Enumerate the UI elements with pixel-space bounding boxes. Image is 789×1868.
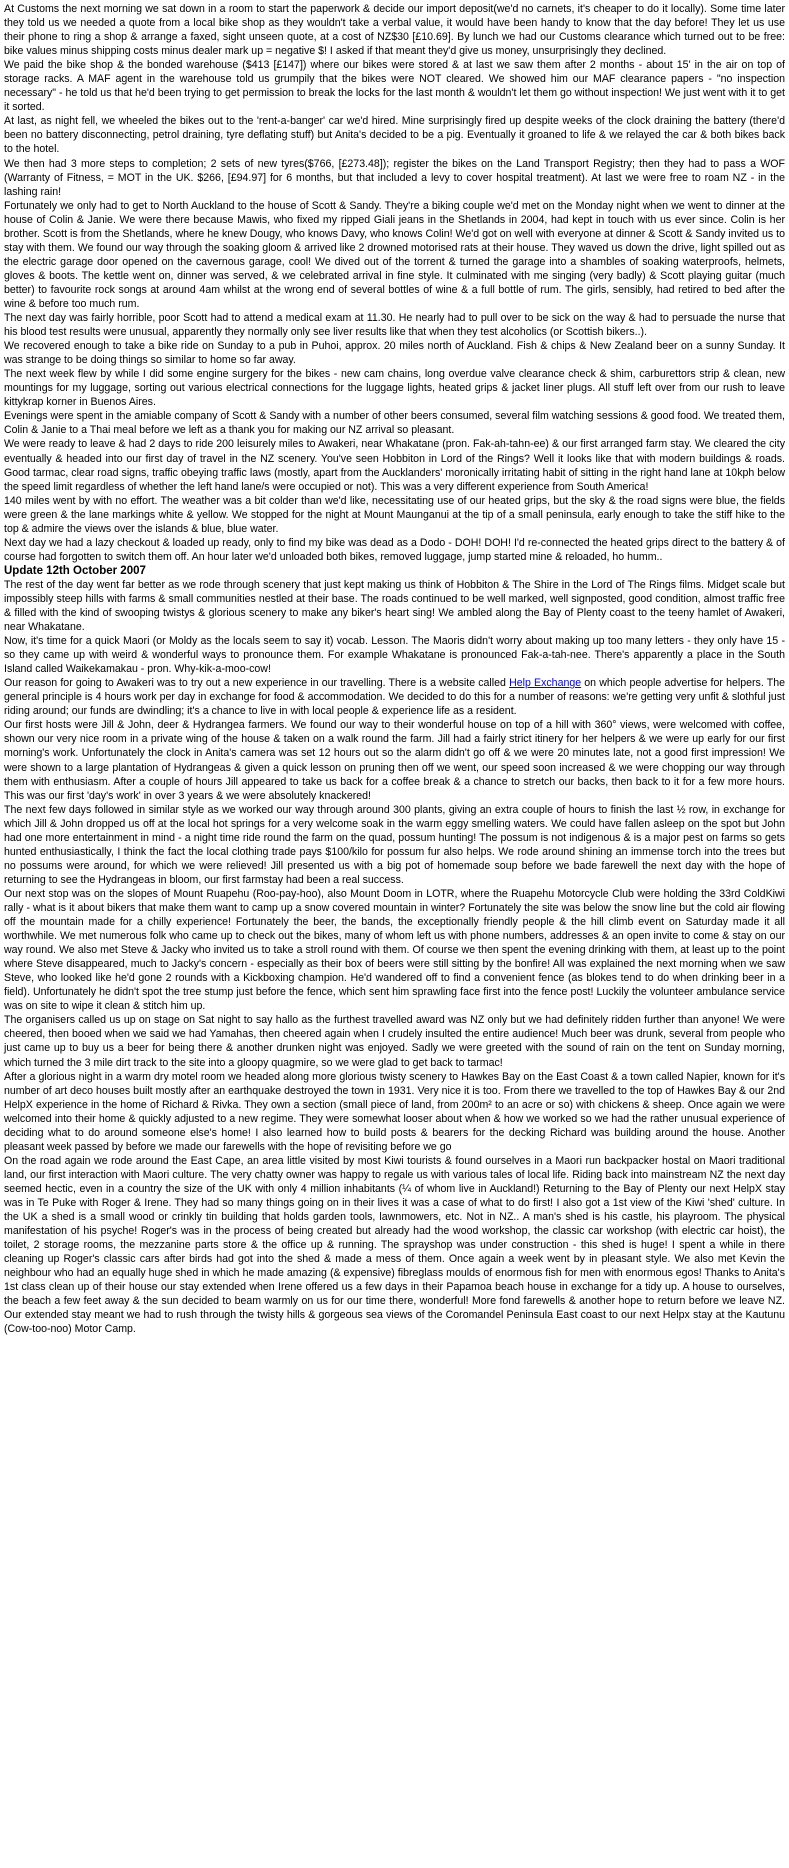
paragraph: 140 miles went by with no effort. The weather was a bit colder than we'd like, necessitating use of our heated grips, but the sky & the road signs were blue, the fields were green & the lane markings white & yellow. We stopped for the night at Mount Maunganui at the tip of a small peninsula, early enough to take the stiff hike to the top & admire the views over the islands & blue, blue water. — [4, 494, 785, 535]
paragraph: Our next stop was on the slopes of Mount Ruapehu (Roo-pay-hoo), also Mount Doom in LOTR, where the Ruapehu Motorcycle Club were holding the 33rd ColdKiwi rally - what is it about bikers that make them want to camp up a snow covered mountain in winter? Fortunately the site was below the snow line but the cold air flowing off the mountain made for a chilly experience! Fortunately the beer, the bands, the exceptionally friendly people & the hill climb event on Saturday made it all worthwhile. We met numerous folk who came up to check out the bikes, many of whom left us with phone numbers, addresses & an open invite to come & stay on our way round. We also met Steve & Jacky who invited us to take a stroll round with them. Of course we then spent the evening drinking with them, at least up to the point where Steve disappeared, much to Jacky's concern - especially as their box of beers were still sitting by the bonfire! All was explained the next morning when we saw Steve, who looked like he'd gone 2 rounds with a Kickboxing champion. He'd wandered off to find a convenient fence (as blokes tend to do when drinking beer in a field). Unfortunately he didn't spot the tree stump just before the fence, which sent him sprawling face first into the fence post! Luckily the volunteer ambulance service was on site to wipe it clean & stitch him up. — [4, 887, 785, 1013]
paragraph: The next few days followed in similar style as we worked our way through around 300 plants, giving an extra couple of hours to finish the last ½ row, in exchange for which Jill & John dropped us off at the local hot springs for a very welcome soak in the warm eggy smelling waters. We could have fallen asleep on the spot but John had one more entertainment in mind - a night time ride round the farm on the quad, possum hunting! The possum is not indigenous & is a major pest on farms so gets hunted enthusiastically, I think the fact the local clothing trade pays $100/kilo for possum fur also helps. We rode around shining an immense torch into the trees but no possums were around, for which we were relieved! Jill presented us with a big pot of homemade soup before we bade farewell the next day with the hope of returning to see the Hydrangeas in bloom, our first farmstay had been a real success. — [4, 803, 785, 886]
paragraph: The rest of the day went far better as we rode through scenery that just kept making us think of Hobbiton & The Shire in the Lord of The Rings films. Midget scale but impossibly steep hills with farms & small communities nestled at their base. The roads continued to be well marked, well signposted, good condition, almost traffic free & filled with the kind of swooping twistys & glorious scenery to make any biker's heart sing! We ambled along the Bay of Plenty coast to the teeny hamlet of Awakeri, near Whakatane. — [4, 578, 785, 634]
paragraph-help-exchange — [4, 676, 785, 718]
paragraph: The next week flew by while I did some engine surgery for the bikes - new cam chains, long overdue valve clearance check & shim, carburettors strip & clean, new mountings for my luggage, sorting out various electrical connections for the luggage lights, heated grips & jacket liner plugs. All stuff left over from our rush to leave kittykrap korner in Buenos Aires. — [4, 368, 785, 409]
paragraph: At Customs the next morning we sat down in a room to start the paperwork & decide our import deposit(we'd no carnets, it's cheaper to do it locally). Some time later they told us we needed a quote from a local bike shop as they wouldn't take a verbal value, it would have been handy to know that the day before! They let us use their phone to ring a shop & arrange a faxed, sight unseen quote, at a cost of NZ$30 [£10.69]. By lunch we had our Customs clearance which turned out to be free: bike values minus shipping costs minus dealer mark up = negative $! I asked if that meant they'd give us money, unsurprisingly they declined. — [4, 3, 785, 58]
paragraph-text: Our reason for going to Awakeri was to try out a new experience in our travelling. There is a website called — [4, 677, 510, 690]
help-exchange-link[interactable]: Help Exchange — [509, 677, 582, 690]
paragraph: Next day we had a lazy checkout & loaded up ready, only to find my bike was dead as a Dodo - DOH! DOH! I'd re-connected the heated grips direct to the battery & of course had forgotten to switch them off. An hour later we'd unloaded both bikes, removed luggage, jump started mine & reloaded, ho humm.. — [4, 536, 785, 563]
paragraph: We were ready to leave & had 2 days to ride 200 leisurely miles to Awakeri, near Whakatane (pron. Fak-ah-tahn-ee) & our first arranged farm stay. We cleared the city eventually & headed into our first day of travel in the NZ scenery. You've seen Hobbiton in Lord of the Rings? Well it looks like that with modern buildings & roads. Good tarmac, clear road signs, traffic obeying traffic laws (mostly, apart from the Aucklanders' moronically irritating habit of sitting in the right hand lane at 10kph below the speed limit regardless of whether the left hand lane/s were occupied or not). This was a very different experience from South America! — [4, 438, 785, 493]
paragraph: Fortunately we only had to get to North Auckland to the house of Scott & Sandy. They're a biking couple we'd met on the Monday night when we went to dinner at the house of Colin & Janie. We were there because Mawis, who fixed my ripped Giali jeans in the Shetlands in 2004, had kept in touch with us ever since. Colin is her brother. Scott is from the Shetlands, where he knew Dougy, who knows Davy, who knows Colin! We'd got on well with everyone at dinner & Scott & Sandy invited us to stay with them. We found our way through the soaking gloom & arrived like 2 drowned motorised rats at their house. They waved us down the drive, light spilled out as the electric garage door opened on the cavernous garage, cool! We dived out of the torrent & turned the garage into a shambles of soaking waterproofs, helmets, gloves & boots. The kettle went on, dinner was served, & we celebrated arrival in fine style. It culminated with me singing (very badly) & Scott playing guitar (much better) to favourite rock songs at around 4am whilst at the wrong end of several bottles of wine & a full bottle of rum. The girls, sensibly, had retired to bed after the wine & before too much rum. — [4, 199, 785, 310]
paragraph: After a glorious night in a warm dry motel room we headed along more glorious twisty scenery to Hawkes Bay on the East Coast & a town called Napier, known for it's number of art deco houses built mostly after an earthquake destroyed the town in 1931. Very nice it is too. From there we travelled to the top of Hawkes Bay & our 2nd HelpX experience in the home of Richard & Rivka. They own a section (small piece of land, from 200m² to an acre or so) with chickens & sheep. Once again we were welcomed into their home & quickly adjusted to a new regime. They were somewhat looser about when & how we worked so we had the rather unusual experience of deciding what to do around someone else's home! I also learned how to build posts & bearers for the decking Richard was building around the house. Another pleasant week passed by before we made our farewells with the hope of revisiting before we go — [4, 1070, 785, 1153]
paragraph: We recovered enough to take a bike ride on Sunday to a pub in Puhoi, approx. 20 miles north of Auckland. Fish & chips & New Zealand beer on a sunny Sunday. It was strange to be doing things so similar to home so far away. — [4, 340, 785, 367]
paragraph: We paid the bike shop & the bonded warehouse ($413 [£147]) where our bikes were stored & at last we saw them after 2 months - about 15' in the air on top of storage racks. A MAF agent in the warehouse told us grumpily that the bikes were NOT cleared. We showed him our MAF clearance papers - "no inspection necessary" - he told us that he'd been trying to get permission to break the locks for the last month & wouldn't let them go without inspection! We just went with it to get it sorted. — [4, 59, 785, 114]
paragraph: The organisers called us up on stage on Sat night to say hallo as the furthest travelled award was NZ only but we had definitely ridden further than anyone! We were cheered, then booed when we said we had Yamahas, then cheered again when I crudely insulted the entire audience! Much beer was drunk, several from people who just came up to buy us a beer for being there & another drunken night was enjoyed. Sadly we were greeted with the sound of rain on the tent on Sunday morning, which turned the 3 mile dirt track to the site into a gloopy quagmire, so we were glad to get back to tarmac! — [4, 1014, 785, 1069]
paragraph: We then had 3 more steps to completion; 2 sets of new tyres($766, [£273.48]); register the bikes on the Land Transport Registry; then they had to pass a WOF (Warranty of Fitness, = MOT in the UK. $266, [£94.97] for 6 months, but that included a levy to cover hospital treatment). At last we were free to roam NZ - in the lashing rain! — [4, 157, 785, 198]
paragraph: On the road again we rode around the East Cape, an area little visited by most Kiwi tourists & found ourselves in a Maori run backpacker hostal on Maori traditional land, our first interaction with Maori culture. The very chatty owner was happy to regale us with various tales of local life. Riding back into mainstream NZ the next day seemed hectic, even in a country the size of the UK with only 4 million inhabitants (¼ of whom live in Auckland!) Returning to the Bay of Plenty our next HelpX stay was in Te Puke with Roger & Irene. They had so many things going on in their lives it was a case of what to do first! I also got a 1st view of the Kiwi 'shed' culture. In the UK a shed is a small wood or crinkly tin building that holds garden tools, lawnmowers, etc. Not in NZ.. A man's shed is his castle, his playroom. The physical manifestation of his psyche! Roger's was in the process of being created but already had the wood workshop, the classic car workshop (with electric car hoist), the toilet, 2 storage rooms, the mezzanine parts store & the office up & running. The sprayshop was under construction - this shed is huge! I spent a while in there cleaning up Roger's classic cars after birds had got into the shed & made a mess of them. Once again a week went by in pleasant style. We also met Kevin the neighbour who had an equally huge shed in which he made amazing (& expensive) fibreglass moulds of enormous fish for men with enormous egos! Thanks to Anita's 1st class clean up of their house our stay extended when Irene offered us a few days in their Papamoa beach house in exchange for a tidy up. A house to ourselves, the beach a few feet away & the sun decided to beam warmly on us for our time there, wonderful! More fond farewells & another hope to return before we leave NZ. Our extended stay meant we had to rush through the twisty hills & gorgeous sea views of the Coromandel Peninsula East coast to our next Helpx stay at the Kautunu (Cow-too-noo) Motor Camp. — [4, 1154, 785, 1336]
update-heading: Update 12th October 2007 — [4, 564, 146, 577]
paragraph: Now, it's time for a quick Maori (or Moldy as the locals seem to say it) vocab. Lesson. The Maoris didn't worry about making up too many letters - they only have 15 - so they came up with weird & wonderful ways to pronounce them. For example Whakatane is pronounced Fak-a-tah-nee. There's apparently a place in the South Island called Waikekamakau - pron. Why-kik-a-moo-cow! — [4, 635, 785, 676]
paragraph: At last, as night fell, we wheeled the bikes out to the 'rent-a-banger' car we'd hired. Mine surprisingly fired up despite weeks of the clock draining the battery (there'd been no battery disconnecting, petrol draining, tyre deflating stuff) but Anita's decided to be a pig. Eventually it groaned to life & we relayed the car & both bikes back to the hotel. — [4, 115, 785, 156]
paragraph-text: on which people advertise for helpers. The general principle is 4 hours work per day in exchange for food & accommodation. We decided to do this for a number of reasons: we're getting very unfit & slothful just riding around; our funds are dwindling; it's a chance to live in with local people & experience life as a resident. — [4, 677, 785, 718]
paragraph: The next day was fairly horrible, poor Scott had to attend a medical exam at 11.30. He nearly had to pull over to be sick on the way & had to persuade the nurse that his blood test results were unusual, apparently they normally only see liver results like that when they test alcoholics (or Scottish bikers..). — [4, 312, 785, 339]
paragraph: Evenings were spent in the amiable company of Scott & Sandy with a number of other beers consumed, several film watching sessions & good food. We treated them, Colin & Janie to a Thai meal before we left as a thank you for making our NZ arrival so pleasant. — [4, 410, 785, 437]
paragraph: Our first hosts were Jill & John, deer & Hydrangea farmers. We found our way to their wonderful house on top of a hill with 360° views, were welcomed with coffee, shown our very nice room in a private wing of the house & taken on a walk round the farm. Jill had a fairly strict itinery for her helpers & we were up early for our first morning's work. Unfortunately the clock in Anita's camera was set 12 hours out so the alarm didn't go off & we were 20 minutes late, not a good first impression! We were shown to a large plantation of Hydrangeas & given a quick lesson on pruning then off we went, our speed soon increased & we were chopping our way through them with enthusiasm. After a couple of hours Jill appeared to take us back for a coffee break & a chance to stretch our backs, then back to it for a few more hours. This was our first 'day's work' in over 3 years & we were absolutely knackered! — [4, 719, 785, 802]
